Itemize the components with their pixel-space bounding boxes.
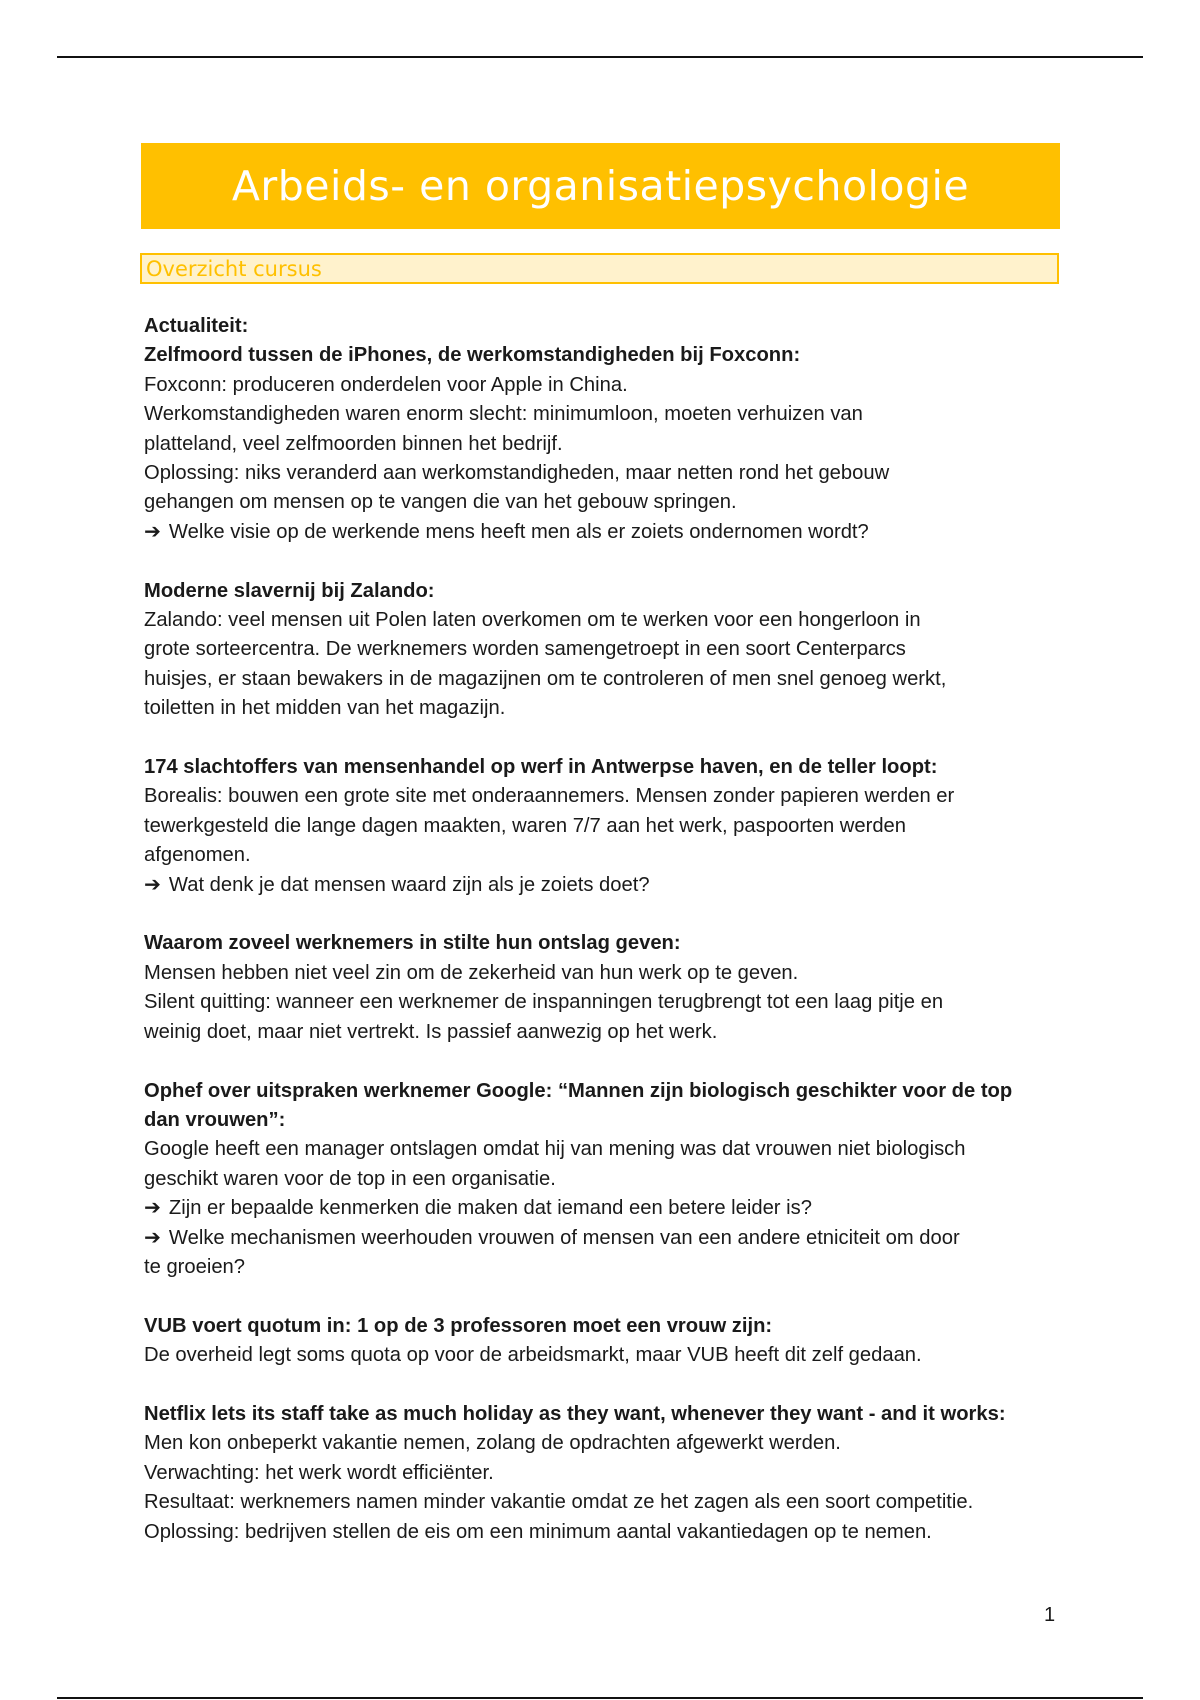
body-line: Verwachting: het werk wordt efficiënter. bbox=[144, 1461, 494, 1484]
section-heading: Waarom zoveel werknemers in stilte hun ontslag geven: bbox=[144, 932, 681, 955]
section-heading: VUB voert quotum in: 1 op de 3 professoren moet een vrouw zijn: bbox=[144, 1314, 773, 1337]
body-line: geschikt waren voor de top in een organisatie. bbox=[144, 1167, 556, 1190]
body-line: Silent quitting: wanneer een werknemer de inspanningen terugbrengt tot een laag pitje en bbox=[144, 991, 944, 1014]
body-line: Google heeft een manager ontslagen omdat hij van mening was dat vrouwen niet biologisch bbox=[144, 1138, 966, 1161]
body-line: Foxconn: produceren onderdelen voor Apple in China. bbox=[144, 373, 628, 396]
body-line: Werkomstandigheden waren enorm slecht: minimumloon, moeten verhuizen van bbox=[144, 403, 863, 426]
arrow-right-icon: ➔ bbox=[144, 873, 161, 896]
section-netflix bbox=[144, 1400, 1064, 1547]
arrow-right-icon: ➔ bbox=[144, 520, 161, 543]
document-title: Arbeids- en organisatiepsychologie bbox=[231, 162, 970, 210]
section-zalando bbox=[144, 577, 1064, 724]
section-foxconn bbox=[144, 312, 1064, 547]
section-heading: 174 slachtoffers van mensenhandel op werf in Antwerpse haven, en de teller loopt: bbox=[144, 756, 938, 779]
title-banner bbox=[141, 143, 1060, 229]
body-line: Oplossing: bedrijven stellen de eis om een minimum aantal vakantiedagen op te nemen. bbox=[144, 1520, 932, 1543]
arrow-question bbox=[144, 871, 1064, 900]
question-text: Wat denk je dat mensen waard zijn als je zoiets doet? bbox=[168, 873, 650, 896]
body-line: Mensen hebben niet veel zin om de zekerheid van hun werk op te geven. bbox=[144, 961, 799, 984]
section-heading: Moderne slavernij bij Zalando: bbox=[144, 579, 435, 602]
arrow-question bbox=[144, 1194, 1064, 1223]
body-line: Men kon onbeperkt vakantie nemen, zolang de opdrachten afgewerkt werden. bbox=[144, 1432, 841, 1455]
section-heading: Ophef over uitspraken werknemer Google: “Mannen zijn biologisch geschikter voor de top bbox=[144, 1079, 1013, 1102]
arrow-right-icon: ➔ bbox=[144, 1197, 161, 1220]
section-heading: Netflix lets its staff take as much holiday as they want, whenever they want - and it works: bbox=[144, 1402, 1006, 1425]
body-line: huisjes, er staan bewakers in de magazijnen om te controleren of men snel genoeg werkt, bbox=[144, 667, 947, 690]
body-line: grote sorteercentra. De werknemers worden samengetroept in een soort Centerparcs bbox=[144, 638, 906, 661]
question-text: Zijn er bepaalde kenmerken die maken dat iemand een betere leider is? bbox=[168, 1197, 812, 1220]
subtitle-box bbox=[140, 253, 1059, 284]
top-rule bbox=[57, 56, 1143, 58]
body-line: Resultaat: werknemers namen minder vakantie omdat ze het zagen als een soort competitie. bbox=[144, 1491, 974, 1514]
body-line: De overheid legt soms quota op voor de arbeidsmarkt, maar VUB heeft dit zelf gedaan. bbox=[144, 1344, 922, 1367]
arrow-question bbox=[144, 518, 1064, 547]
question-text: Welke mechanismen weerhouden vrouwen of mensen van een andere etniciteit om door bbox=[168, 1226, 960, 1249]
section-heading: Actualiteit: bbox=[144, 315, 249, 337]
arrow-right-icon: ➔ bbox=[144, 1226, 161, 1249]
body-line: gehangen om mensen op te vangen die van het gebouw springen. bbox=[144, 491, 737, 514]
body-line: Zalando: veel mensen uit Polen laten overkomen om te werken voor een hongerloon in bbox=[144, 609, 921, 632]
body-line: tewerkgesteld die lange dagen maakten, waren 7/7 aan het werk, paspoorten werden bbox=[144, 814, 907, 837]
body-line: Oplossing: niks veranderd aan werkomstandigheden, maar netten rond het gebouw bbox=[144, 462, 890, 485]
section-google bbox=[144, 1077, 1064, 1283]
document-body bbox=[144, 312, 1064, 1547]
body-line: Borealis: bouwen een grote site met onderaannemers. Mensen zonder papieren werden er bbox=[144, 785, 955, 808]
body-line: toiletten in het midden van het magazijn. bbox=[144, 697, 506, 720]
question-text: Welke visie op de werkende mens heeft men als er zoiets ondernomen wordt? bbox=[168, 520, 869, 543]
bottom-rule bbox=[57, 1697, 1143, 1699]
body-line: afgenomen. bbox=[144, 844, 251, 867]
body-line: weinig doet, maar niet vertrekt. Is passief aanwezig op het werk. bbox=[144, 1020, 718, 1043]
section-heading: dan vrouwen”: bbox=[144, 1108, 286, 1131]
body-line: platteland, veel zelfmoorden binnen het bedrijf. bbox=[144, 432, 563, 455]
section-heading: Zelfmoord tussen de iPhones, de werkomstandigheden bij Foxconn: bbox=[144, 344, 801, 367]
section-borealis bbox=[144, 753, 1064, 900]
section-silent-quitting bbox=[144, 929, 1064, 1047]
document-subtitle: Overzicht cursus bbox=[146, 256, 322, 281]
body-line: te groeien? bbox=[144, 1255, 246, 1278]
arrow-question bbox=[144, 1224, 1064, 1253]
page-number: 1 bbox=[1044, 1604, 1056, 1626]
section-vub bbox=[144, 1312, 1064, 1371]
